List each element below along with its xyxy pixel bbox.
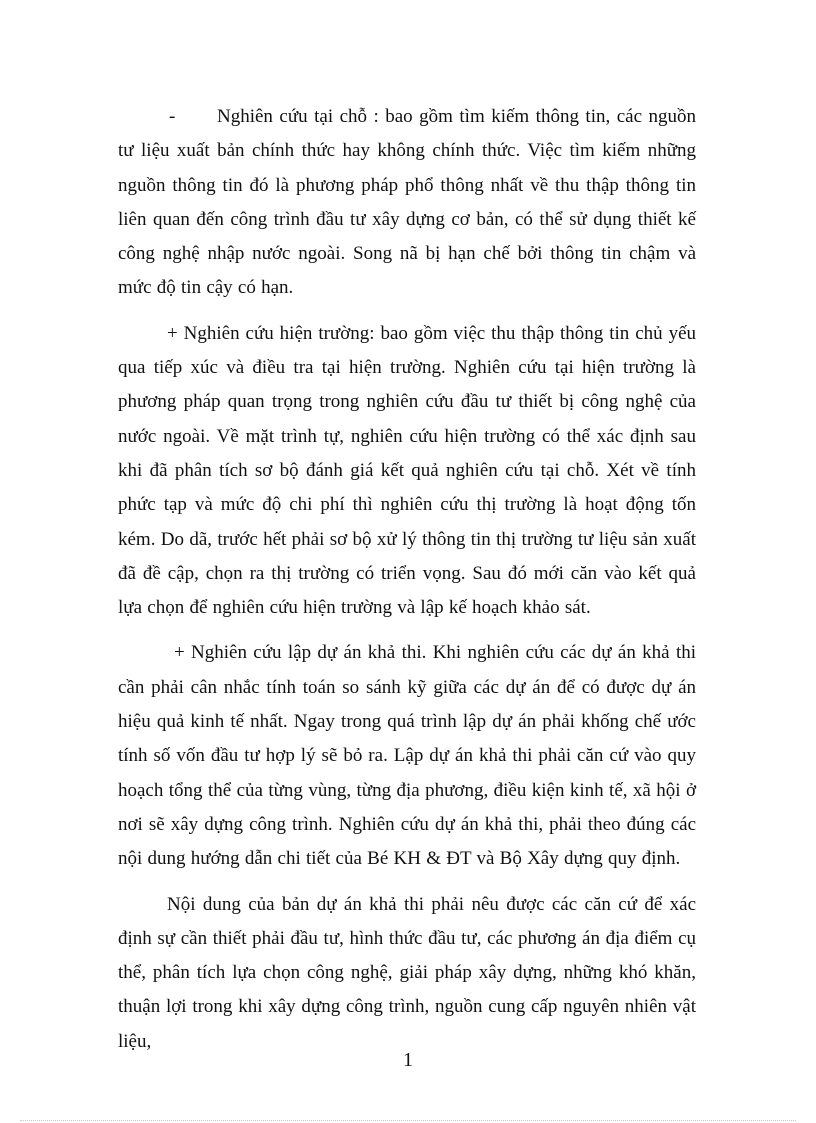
paragraph-field-research-site: + Nghiên cứu hiện trường: bao gồm việc thu thập thông tin chủ yếu qua tiếp xúc và điều tra tại hiện trường. Nghiên cứu tại hiện trường là phương pháp quan trọng trong nghiên cứu đầu tư thiết bị công nghệ của nước ngoài. Về mặt trình tự, nghiên cứu hiện trường có thể xác định sau khi đã phân tích sơ bộ đánh giá kết quả nghiên cứu tại chỗ. Xét về tính phức tạp và mức độ chi phí thì nghiên cứu thị trường là hoạt động tốn kém. Do dã, trước hết phải sơ bộ xử lý thông tin thị trường tư liệu sản xuất đã đề cập, chọn ra thị trường có triển vọng. Sau đó mới căn vào kết quả lựa chọn để nghiên cứu hiện trường và lập kế hoạch khảo sát. xyxy=(118,322,696,619)
bullet-dash: - xyxy=(169,106,176,127)
document-body xyxy=(118,100,696,1059)
paragraph-feasibility-content: Nội dung của bản dự án khả thi phải nêu được các căn cứ để xác định sự cần thiết phải đầu tư, hình thức đầu tư, các phương án địa điểm cụ thể, phân tích lựa chọn công nghệ, giải pháp xây dựng, những khó khăn, thuận lợi trong khi xây dựng công trình, nguồn cung cấp nguyên nhiên vật liệu, xyxy=(118,893,696,1052)
paragraph-field-research-onsite xyxy=(118,100,696,306)
paragraph-text: Nghiên cứu tại chỗ : bao gồm tìm kiếm thông tin, các nguồn tư liệu xuất bản chính thức hay không chính thức. Việc tìm kiếm những nguồn thông tin đó là phương pháp phổ thông nhất về thu thập thông tin liên quan đến công trình đầu tư xây dựng cơ bản, có thể sử dụng thiết kế công nghệ nhập nước ngoài. Song nã bị hạn chế bởi thông tin chậm và mức độ tin cậy có hạn. xyxy=(118,106,696,299)
page-number: 1 xyxy=(403,1049,413,1071)
paragraph-feasibility-study: + Nghiên cứu lập dự án khả thi. Khi nghiên cứu các dự án khả thi cần phải cân nhắc tính toán so sánh kỹ giữa các dự án để có được dự án hiệu quả kinh tế nhất. Ngay trong quá trình lập dự án phải khống chế ước tính số vốn đầu tư hợp lý sẽ bỏ ra. Lập dự án khả thi phải căn cứ vào quy hoạch tổng thể của từng vùng, từng địa phương, điều kiện kinh tế, xã hội ở nơi sẽ xây dựng công trình. Nghiên cứu dự án khả thi, phải theo đúng các nội dung hướng dẫn chi tiết của Bé KH & ĐT và Bộ Xây dựng quy định. xyxy=(118,642,696,870)
page-bottom-divider xyxy=(20,1120,796,1121)
